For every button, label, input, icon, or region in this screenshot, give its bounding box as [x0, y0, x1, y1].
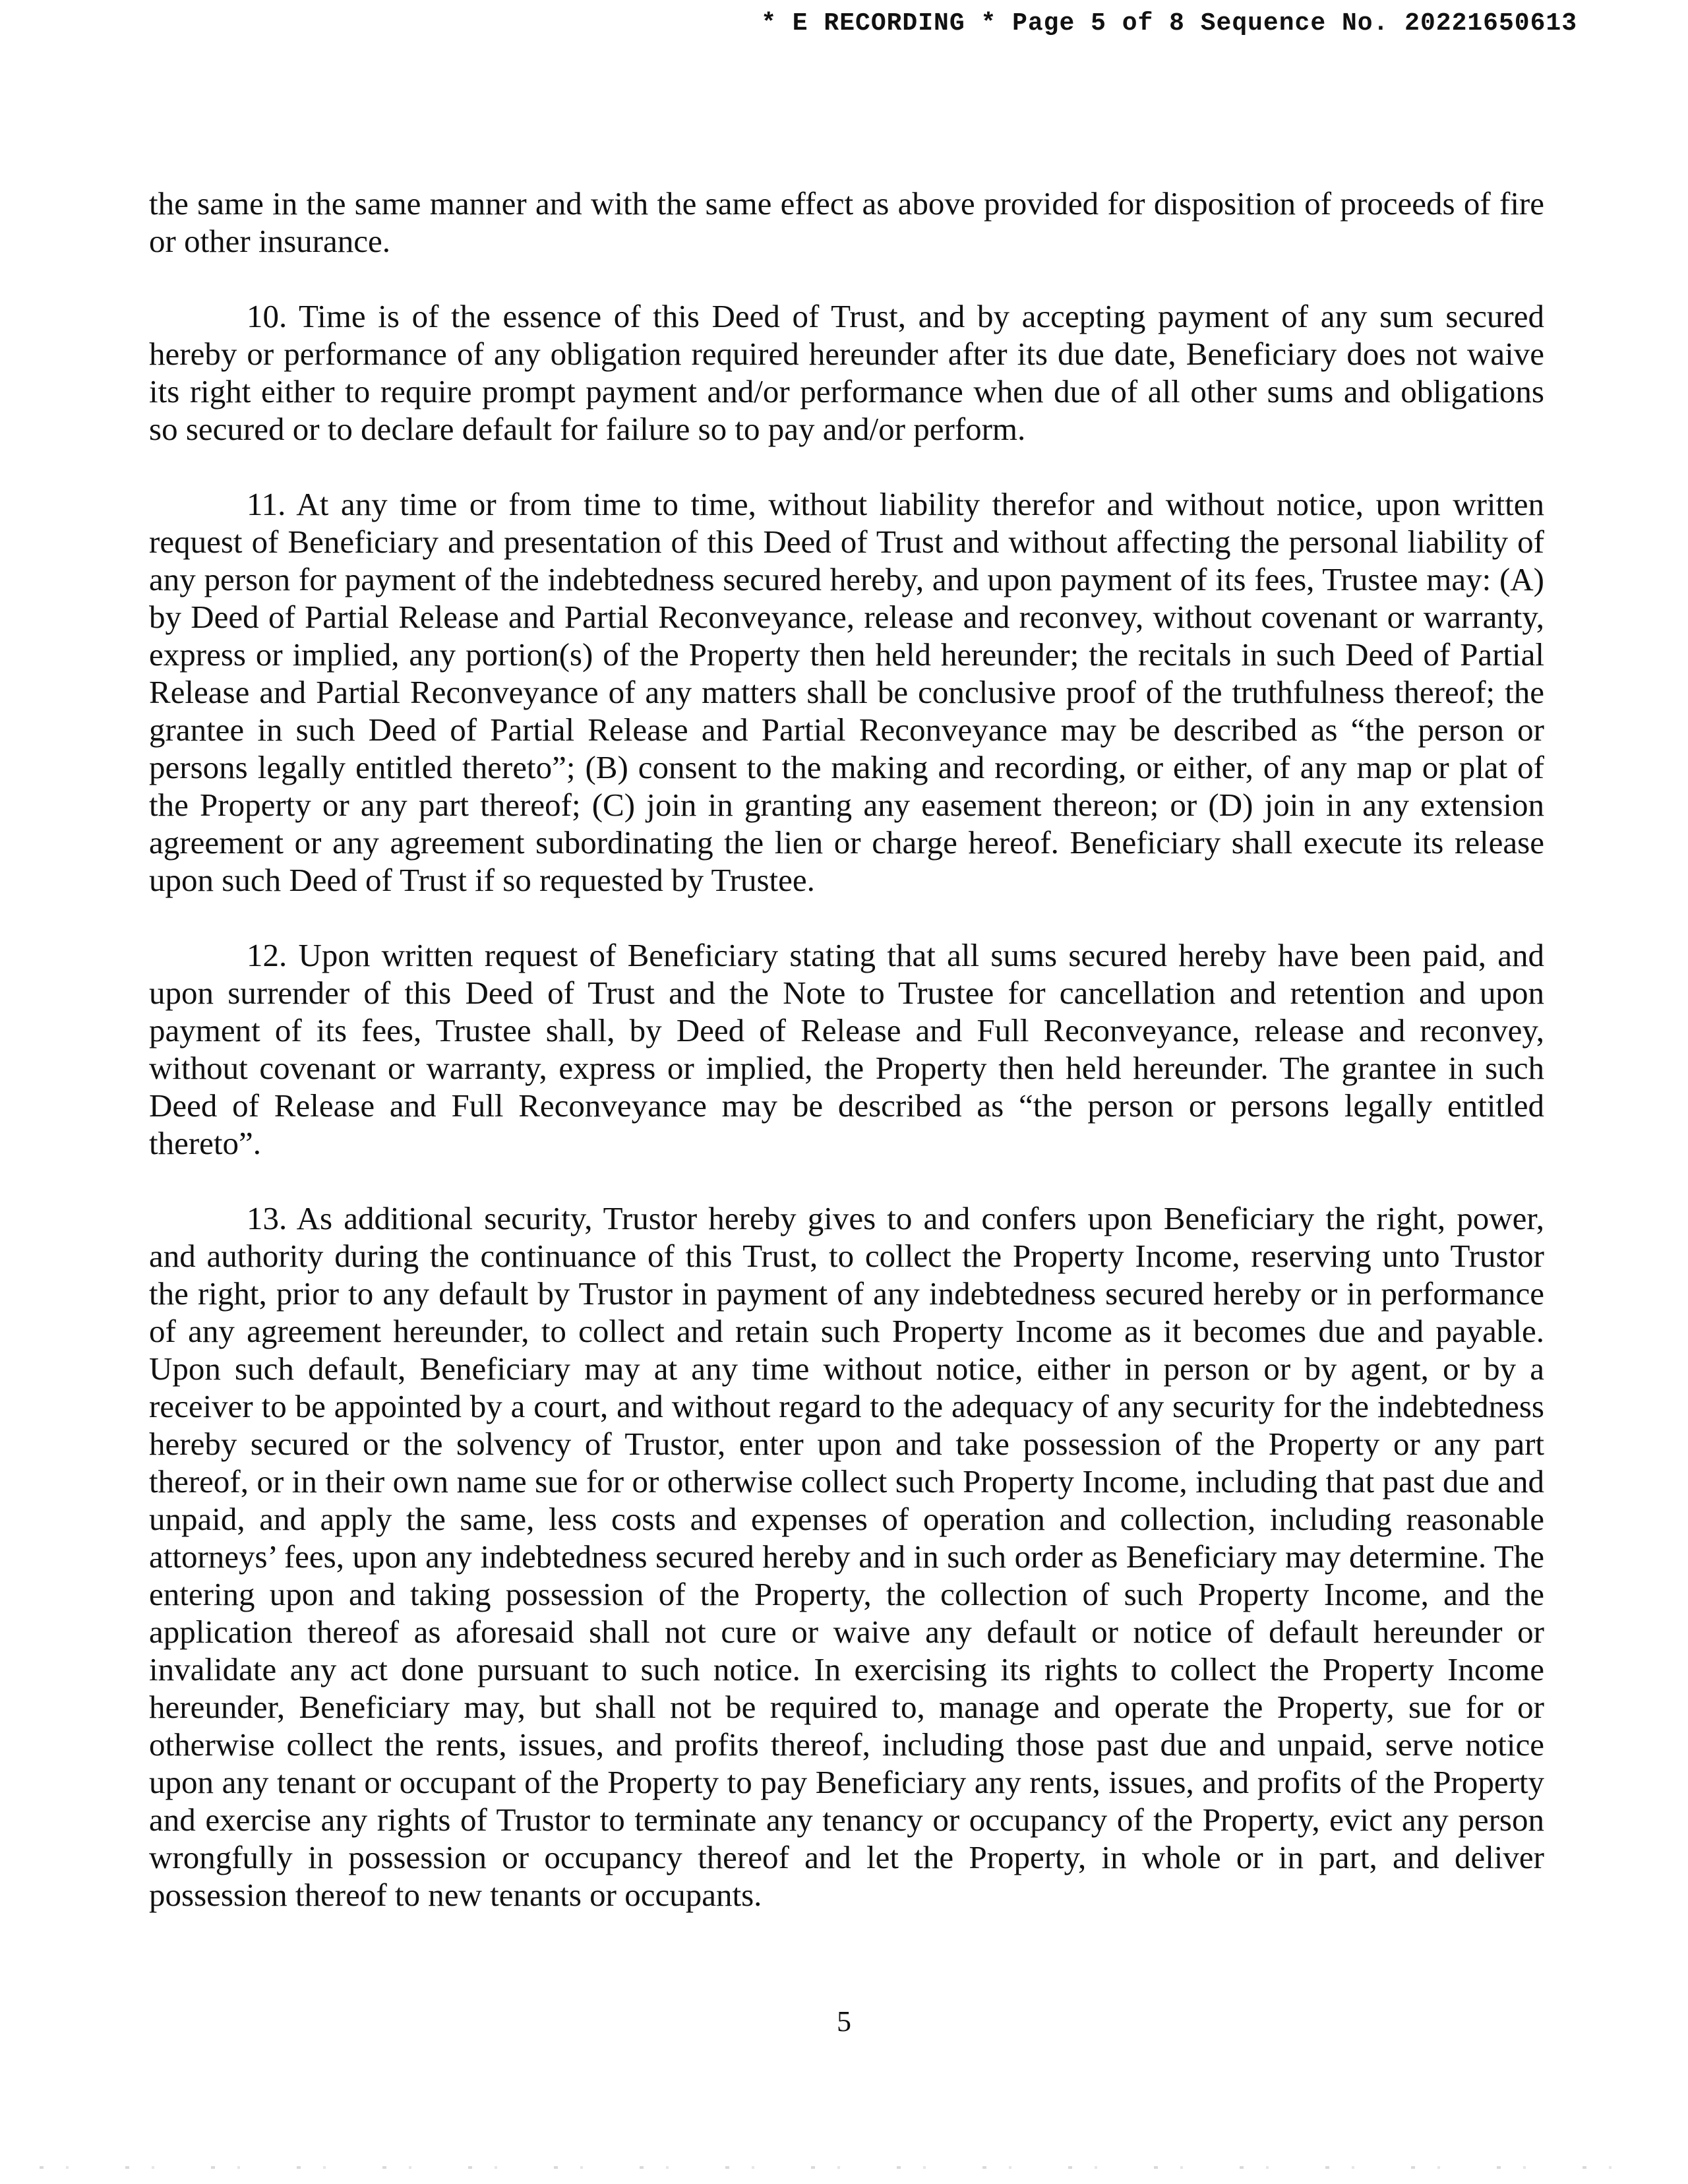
scan-artifact-line [40, 2166, 1648, 2169]
document-body [149, 185, 1544, 1914]
paragraph-13: 13. As additional security, Trustor hereby gives to and confers upon Beneficiary the right, power, and authority during the continuance of this Trust, to collect the Property Income, reserving unto Trustor the right, prior to any default by Trustor in payment of any indebtedness secured hereby or in performance of any agreement hereunder, to collect and retain such Property Income as it becomes due and payable. Upon such default, Beneficiary may at any time without notice, either in person or by agent, or by a receiver to be appointed by a court, and without regard to the adequacy of any security for the indebtedness hereby secured or the solvency of Trustor, enter upon and take possession of the Property or any part thereof, or in their own name sue for or otherwise collect such Property Income, including that past due and unpaid, and apply the same, less costs and expenses of operation and collection, including reasonable attorneys’ fees, upon any indebtedness secured hereby and in such order as Beneficiary may determine. The entering upon and taking possession of the Property, the collection of such Property Income, and the application thereof as aforesaid shall not cure or waive any default or notice of default hereunder or invalidate any act done pursuant to such notice. In exercising its rights to collect the Property Income hereunder, Beneficiary may, but shall not be required to, manage and operate the Property, sue for or otherwise collect the rents, issues, and profits thereof, including those past due and unpaid, serve notice upon any tenant or occupant of the Property to pay Beneficiary any rents, issues, and profits of the Property and exercise any rights of Trustor to terminate any tenancy or occupancy of the Property, evict any person wrongfully in possession or occupancy thereof and let the Property, in whole or in part, and deliver possession thereof to new tenants or occupants. [149, 1200, 1544, 1913]
paragraph-10: 10. Time is of the essence of this Deed of Trust, and by accepting payment of any sum secured hereby or performance of any obligation required hereunder after its due date, Beneficiary does not waive its right either to require prompt payment and/or performance when due of all other sums and obligations so secured or to declare default for failure so to pay and/or perform. [149, 298, 1544, 447]
paragraph-12: 12. Upon written request of Beneficiary stating that all sums secured hereby have been paid, and upon surrender of this Deed of Trust and the Note to Trustee for cancellation and retention and upon payment of its fees, Trustee shall, by Deed of Release and Full Reconveyance, release and reconvey, without covenant or warranty, express or implied, the Property then held hereunder. The grantee in such Deed of Release and Full Reconveyance may be described as “the person or persons legally entitled thereto”. [149, 937, 1544, 1161]
page-number: 5 [837, 2005, 851, 2038]
recording-header-stamp: * E RECORDING * Page 5 of 8 Sequence No. 20221650613 [761, 9, 1577, 38]
paragraph-continued: the same in the same manner and with the same effect as above provided for disposition of proceeds of fire or other insurance. [149, 185, 1544, 259]
paragraph-11: 11. At any time or from time to time, without liability therefor and without notice, upon written request of Beneficiary and presentation of this Deed of Trust and without affecting the personal liability of any person for payment of the indebtedness secured hereby, and upon payment of its fees, Trustee may: (A) by Deed of Partial Release and Partial Reconveyance, release and reconvey, without covenant or warranty, express or implied, any portion(s) of the Property then held hereunder; the recitals in such Deed of Partial Release and Partial Reconveyance of any matters shall be conclusive proof of the truthfulness thereof; the grantee in such Deed of Partial Release and Partial Reconveyance may be described as “the person or persons legally entitled thereto”; (B) consent to the making and recording, or either, of any map or plat of the Property or any part thereof; (C) join in granting any easement thereon; or (D) join in any extension agreement or any agreement subordinating the lien or charge hereof. Beneficiary shall execute its release upon such Deed of Trust if so requested by Trustee. [149, 486, 1544, 898]
